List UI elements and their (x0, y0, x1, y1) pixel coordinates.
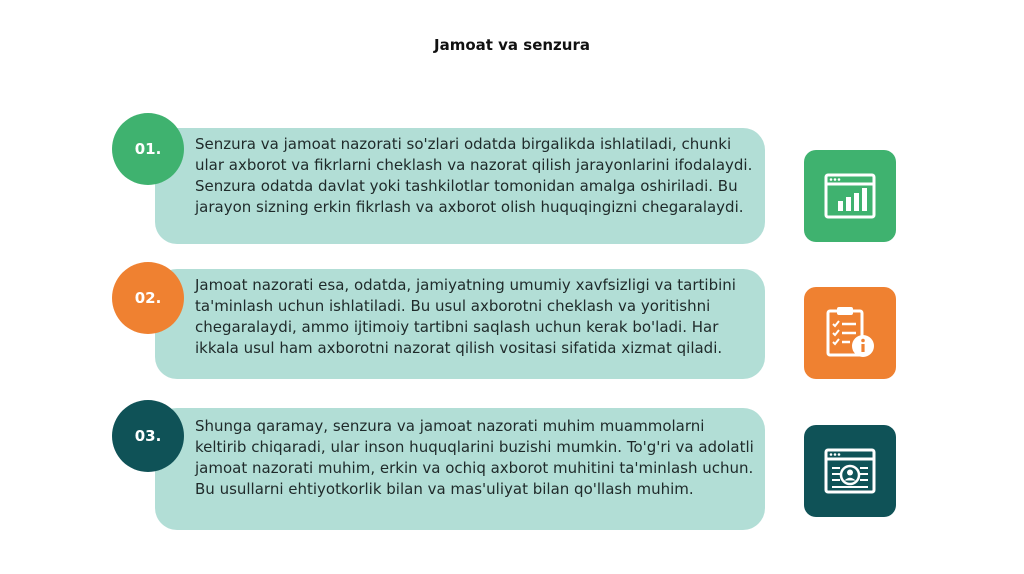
list-item (0, 120, 1024, 250)
text-panel (155, 128, 765, 244)
item-number-badge: 01. (112, 113, 184, 185)
list-item (0, 400, 1024, 530)
dashboard-chart-icon (824, 173, 876, 219)
icon-tile (804, 150, 896, 242)
item-text: Jamoat nazorati esa, odatda, jamiyatning umumiy xavfsizligi va tartibini ta'minlash uchun ishlatiladi. Bu usul axborotni cheklash va yoritishni chegaralaydi, ammo ijtimoiy tartibni saqlash uchun kerak bo'ladi. Har ikkala usul ham axborotni nazorat qilish vositasi sifatida xizmat qiladi. (195, 276, 736, 357)
item-text: Senzura va jamoat nazorati so'zlari odatda birgalikda ishlatiladi, chunki ular axborot va fikrlarni cheklash va nazorat qilish jarayonlarini ifodalaydi. Senzura odatda davlat yoki tashkilotlar tomonidan amalga oshiriladi. Bu jarayon sizning erkin fikrlash va axborot olish huquqingizni chegaralaydi. (195, 135, 753, 216)
list-item (0, 262, 1024, 392)
icon-tile (804, 287, 896, 379)
clipboard-info-icon (822, 305, 878, 361)
item-text: Shunga qaramay, senzura va jamoat nazorati muhim muammolarni keltirib chiqaradi, ular inson huquqlarini buzishi mumkin. To'g'ri va adolatli jamoat nazorati muhim, erkin va ochiq axborot muhitini ta'minlash uchun. Bu usullarni ehtiyotkorlik bilan va mas'uliyat bilan qo'llash muhim. (195, 417, 754, 498)
text-panel (155, 408, 765, 530)
page-title: Jamoat va senzura (434, 36, 590, 54)
item-number-badge: 02. (112, 262, 184, 334)
profile-window-icon (824, 448, 876, 494)
text-panel (155, 269, 765, 379)
item-number-badge: 03. (112, 400, 184, 472)
icon-tile (804, 425, 896, 517)
